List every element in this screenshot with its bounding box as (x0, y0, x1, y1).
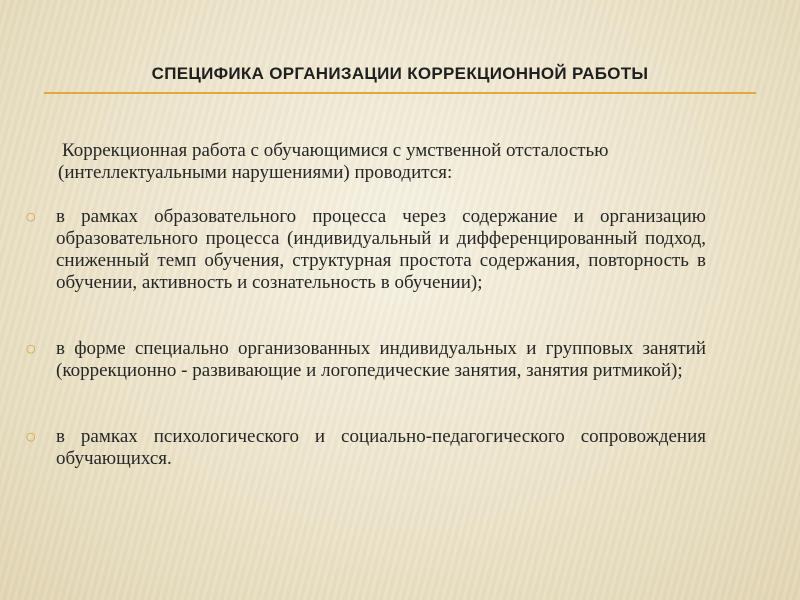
list-item-text: в рамках психологического и социально-педагогического сопровождения обучающихся. (56, 426, 706, 469)
slide-title: СПЕЦИФИКА ОРГАНИЗАЦИИ КОРРЕКЦИОННОЙ РАБОТЫ (151, 64, 649, 83)
list-item (26, 338, 706, 382)
intro-paragraph: Коррекционная работа с обучающимися с умственной отсталостью (интеллектуальными нарушениями) проводится: (58, 140, 609, 183)
slide-content (26, 140, 726, 470)
circle-bullet-icon: ○ (26, 210, 36, 223)
circle-bullet-icon: ○ (26, 342, 36, 355)
list-item-text: в рамках образовательного процесса через содержание и организацию образовательного процесса (индивидуальный и дифференцированный подход, сниженный темп обучения, структурная простота содержания, повторность в обучении, активность и сознательность в обучении); (56, 206, 706, 293)
list-item (26, 206, 706, 294)
circle-bullet-icon: ○ (26, 430, 36, 443)
list-item (26, 426, 706, 470)
list-item-text: в форме специально организованных индивидуальных и групповых занятий (коррекционно - развивающие и логопедические занятия, занятия ритмикой); (56, 338, 706, 381)
title-divider (44, 92, 756, 94)
